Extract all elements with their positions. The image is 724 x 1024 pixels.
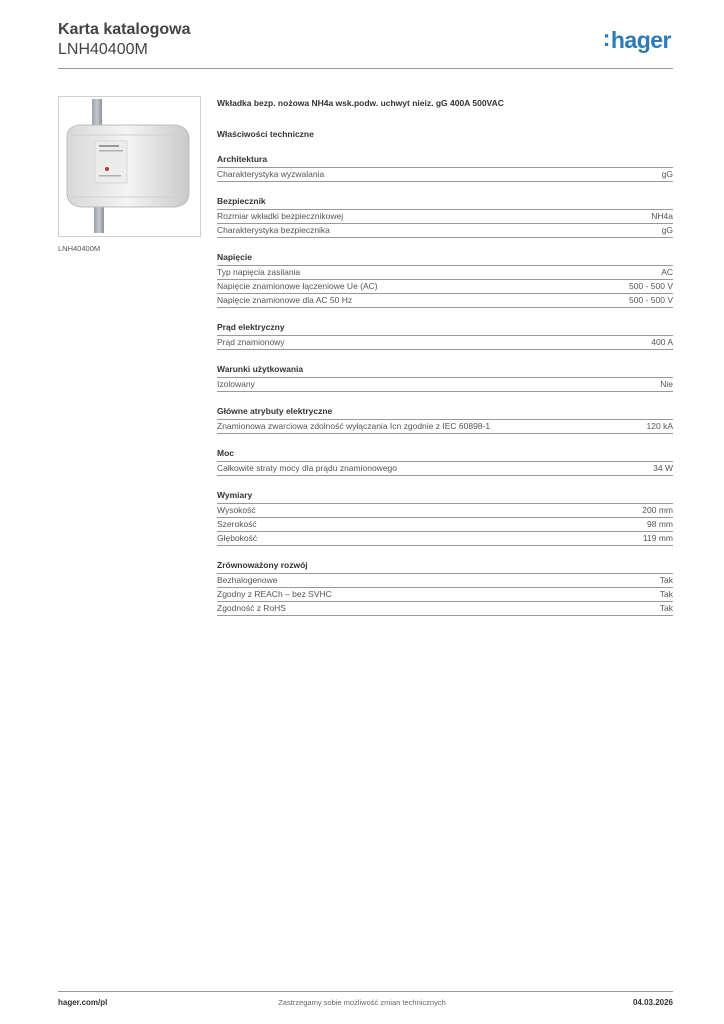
section-heading: Napięcie [217,251,673,266]
property-label: Napięcie znamionowe dla AC 50 Hz [217,295,353,305]
property-value: AC [661,267,673,277]
section-heading: Zrównoważony rozwój [217,559,673,574]
property-section [217,321,673,350]
property-value: 500 - 500 V [629,295,673,305]
property-section [217,489,673,546]
property-label: Bezhalogenowe [217,575,278,585]
property-label: Głębokość [217,533,258,543]
property-row [217,266,673,280]
property-row [217,420,673,434]
property-label: Wysokość [217,505,256,515]
property-label: Zgodność z RoHS [217,603,286,613]
property-value: 98 mm [647,519,673,529]
property-label: Napięcie znamionowe łączeniowe Ue (AC) [217,281,378,291]
product-description: Wkładka bezp. nożowa NH4a wsk.podw. uchwyt nieiz. gG 400A 500VAC [217,98,504,108]
property-value: Tak [659,603,673,613]
property-value: gG [661,169,673,179]
property-value: Nie [660,379,673,389]
fuse-link-icon [59,97,200,236]
section-heading: Prąd elektryczny [217,321,673,336]
property-row [217,588,673,602]
property-label: Typ napięcia zasilania [217,267,301,277]
property-section [217,363,673,392]
property-label: Całkowite straty mocy dla prądu znamionowego [217,463,398,473]
footer-website: hager.com/pl [58,998,108,1007]
property-row [217,574,673,588]
footer-divider [58,991,673,992]
header-divider [58,68,673,69]
property-section [217,153,673,182]
property-row [217,224,673,238]
property-value: 119 mm [642,533,673,543]
property-label: Szerokość [217,519,257,529]
property-label: Izolowany [217,379,255,389]
section-heading: Architektura [217,153,673,168]
property-section [217,195,673,238]
technical-sheet [217,96,673,616]
properties-list [217,153,673,616]
property-value: 34 W [653,463,673,473]
property-row [217,280,673,294]
property-value: gG [661,225,673,235]
property-row [217,532,673,546]
property-row [217,294,673,308]
property-row [217,504,673,518]
property-label: Charakterystyka bezpiecznika [217,225,330,235]
property-section [217,559,673,616]
hager-logo [603,27,671,54]
property-section [217,405,673,434]
property-value: Tak [659,589,673,599]
document-header [58,20,673,59]
property-label: Rozmiar wkładki bezpiecznikowej [217,211,344,221]
logo-colon-mark: : [602,25,610,51]
property-value: NH4a [651,211,673,221]
section-heading: Główne atrybuty elektryczne [217,405,673,420]
property-row [217,518,673,532]
property-value: 200 mm [642,505,673,515]
property-row [217,462,673,476]
property-row [217,210,673,224]
logo-text: hager [610,27,671,53]
property-value: Tak [659,575,673,585]
footer-note: Zastrzegamy sobie możliwość zmian technicznych [278,998,446,1007]
property-label: Znamionowa zwarciowa zdolność wyłączania Icn zgodnie z IEC 60898-1 [217,421,491,431]
section-heading: Bezpiecznik [217,195,673,210]
section-heading: Wymiary [217,489,673,504]
property-section [217,447,673,476]
property-label: Zgodny z REACh – bez SVHC [217,589,332,599]
property-value: 400 A [651,337,673,347]
property-section [217,251,673,308]
property-label: Charakterystyka wyzwalania [217,169,325,179]
section-heading: Moc [217,447,673,462]
property-value: 120 kA [646,421,673,431]
product-image-frame [58,96,201,237]
product-image-caption: LNH40400M [58,244,101,253]
product-code: LNH40400M [58,41,148,58]
section-heading: Warunki użytkowania [217,363,673,378]
property-label: Prąd znamionowy [217,337,285,347]
property-row [217,602,673,616]
properties-heading: Właściwości techniczne [217,129,314,139]
property-row [217,168,673,182]
property-row [217,336,673,350]
property-value: 500 - 500 V [629,281,673,291]
page-title: Karta katalogowa [58,21,191,38]
property-row [217,378,673,392]
footer-date: 04.03.2026 [632,998,673,1007]
